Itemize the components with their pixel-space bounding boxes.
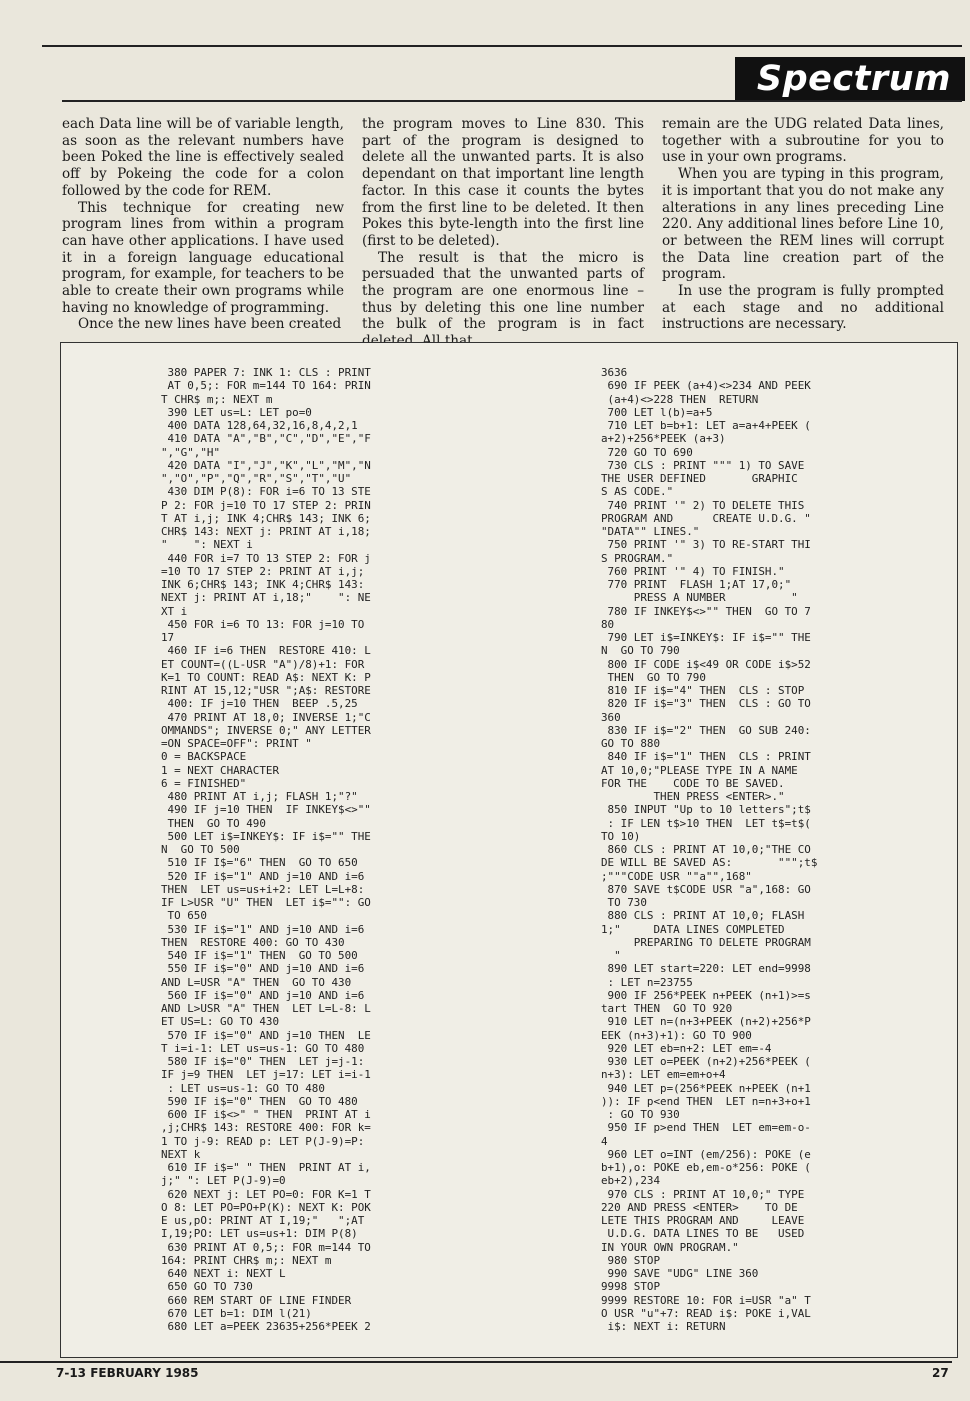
paragraph: This technique for creating new program lines from within a program can have other applications. I have used it in a foreign language educational program, for example, for teachers to be able to create their own programs while having no knowledge of programming. [62,199,344,316]
paragraph: The result is that the micro is persuaded that the unwanted parts of the program are one enormous line – thus by deleting this one line number the bulk of the program is in fact [362,249,644,333]
footer-date: 7-13 FEBRUARY 1985 [56,1366,199,1380]
paragraph: the program moves to Line 830. This part of the program is designed to delete all the unwanted parts. It is also dependant on that important line length factor. In this case it counts the bytes from the first line to be deleted. It then Pokes this byte-length into the first line (first to be deleted). [362,116,644,249]
paragraph: When you are typing in this program, it is important that you do not make any alterations in any lines preceding Line 220. Any additional lines before Line 10, or between the REM lines will corrupt the Data line creation part of the program. [662,166,944,283]
paragraph: each Data line will be of variable length, as soon as the relevant numbers have been Poked the line is effectively sealed off by Pokeing the code for a colon followed by the code for REM. [62,116,344,199]
header-rule [62,100,962,102]
article-column-1 [62,116,344,333]
footer-rule [0,1361,952,1363]
article-column-2 [362,116,644,350]
top-rule [42,45,962,47]
section-title: Spectrum [735,57,965,101]
paragraph: Once the new lines have been created [78,316,342,333]
program-listing-box [60,342,958,1358]
article-column-3 [662,116,944,333]
program-listing-left: 380 PAPER 7: INK 1: CLS : PRINT AT 0,5;: FOR m=144 TO 164: PRIN T CHR$ m;: NEXT m 390 LET us=L: LET po=0 400 DATA 128,64,32,16,8,4,2,1 410 DATA "A","B","C","D","E","F ","G","H" 420 DATA "I","J","K","L","M","N ","O","P","Q","R","S","T","U" 430 DIM P(8): FOR i=6 TO 13 STE P 2: FOR j=10 TO 17 STEP 2: PRIN T AT i,j; INK 4;CHR$ 143; INK 6; CHR$ 143: NEXT j: PRINT AT i,18; " ": NEXT i 440 FOR i=7 TO 13 STEP 2: FOR j =10 TO 17 STEP 2: PRINT AT i,j; INK 6;CHR$ 143; INK 4;CHR$ 143: NEXT j: PRINT AT i,18;" ": NE XT i 450 FOR i=6 TO 13: FOR j=10 TO 17 460 IF i=6 THEN RESTORE 410: L ET COUNT=((L-USR "A")/8)+1: FOR K=1 TO COUNT: READ A$: NEXT K: P RINT AT 15,12;"USR ";A$: RESTORE 400: IF j=10 THEN BEEP .5,25 470 PRINT AT 18,0; INVERSE 1;"C OMMANDS"; INVERSE 0;" ANY LETTER =ON SPACE=OFF": PRINT " 0 = BACKSPACE 1 = NEXT CHARACTER 6 = FINISHED" 480 PRINT AT i,j; FLASH 1;"?" 490 IF j=10 THEN IF INKEY$<>"" THEN GO TO 490 500 LET i$=INKEY$: IF i$="" THE N GO TO 500 510 IF I$="6" THEN GO TO 650 520 IF i$="1" AND j=10 AND i=6 THEN LET us=us+i+2: LET L=L+8: IF L>USR "U" THEN LET i$="": GO TO 650 530 IF i$="1" AND j=10 AND i=6 THEN RESTORE 400: GO TO 430 540 IF i$="1" THEN GO TO 500 550 IF i$="0" AND j=10 AND i=6 AND L=USR "A" THEN GO TO 430 560 IF i$="0" AND j=10 AND i=6 AND L>USR "A" THEN LET L=L-8: L ET US=L: GO TO 430 570 IF i$="0" AND j=10 THEN LE T i=i-1: LET us=us-1: GO TO 480 580 IF i$="0" THEN LET j=j-1: IF j=9 THEN LET j=17: LET i=i-1 : LET us=us-1: GO TO 480 590 IF i$="0" THEN GO TO 480 600 IF i$<>" " THEN PRINT AT i ,j;CHR$ 143: RESTORE 400: FOR k= 1 TO j-9: READ p: LET P(J-9)=P: NEXT k 610 IF i$=" " THEN PRINT AT i, j;" ": LET P(J-9)=0 620 NEXT j: LET PO=0: FOR K=1 T O 8: LET PO=PO+P(K): NEXT K: POK E us,pO: PRINT AT I,19;" ";AT I,19;PO: LET us=us+1: DIM P(8) 630 PRINT AT 0,5;: FOR m=144 TO 164: PRINT CHR$ m;: NEXT m 640 NEXT i: NEXT L 650 GO TO 730 660 REM START OF LINE FINDER 670 LET b=1: DIM l(21) 680 LET a=PEEK 23635+256*PEEK 2 [161,366,371,1333]
paragraph: remain are the UDG related Data lines, together with a subroutine for you to use in your own programs. [662,116,944,166]
page-number: 27 [932,1366,949,1380]
paragraph: In use the program is fully prompted at each stage and no additional instructions are necessary. [662,283,944,333]
program-listing-right: 3636 690 IF PEEK (a+4)<>234 AND PEEK (a+4)<>228 THEN RETURN 700 LET l(b)=a+5 710 LET b=b+1: LET a=a+4+PEEK ( a+2)+256*PEEK (a+3) 720 GO TO 690 730 CLS : PRINT """ 1) TO SAVE THE USER DEFINED GRAPHIC S AS CODE." 740 PRINT '" 2) TO DELETE THIS PROGRAM AND CREATE U.D.G. " "DATA"" LINES." 750 PRINT '" 3) TO RE-START THI S PROGRAM." 760 PRINT '" 4) TO FINISH." 770 PRINT FLASH 1;AT 17,0;" PRESS A NUMBER " 780 IF INKEY$<>"" THEN GO TO 7 80 790 LET i$=INKEY$: IF i$="" THE N GO TO 790 800 IF CODE i$<49 OR CODE i$>52 THEN GO TO 790 810 IF i$="4" THEN CLS : STOP 820 IF i$="3" THEN CLS : GO TO 360 830 IF i$="2" THEN GO SUB 240: GO TO 880 840 IF i$="1" THEN CLS : PRINT AT 10,0;"PLEASE TYPE IN A NAME FOR THE CODE TO BE SAVED. THEN PRESS <ENTER>." 850 INPUT "Up to 10 letters";t$ : IF LEN t$>10 THEN LET t$=t$( TO 10) 860 CLS : PRINT AT 10,0;"THE CO DE WILL BE SAVED AS: """;t$ ;"""CODE USR ""a"",168" 870 SAVE t$CODE USR "a",168: GO TO 730 880 CLS : PRINT AT 10,0; FLASH 1;" DATA LINES COMPLETED PREPARING TO DELETE PROGRAM " 890 LET start=220: LET end=9998 : LET n=23755 900 IF 256*PEEK n+PEEK (n+1)>=s tart THEN GO TO 920 910 LET n=(n+3+PEEK (n+2)+256*P EEK (n+3)+1): GO TO 900 920 LET eb=n+2: LET em=-4 930 LET o=PEEK (n+2)+256*PEEK ( n+3): LET em=em+o+4 940 LET p=(256*PEEK n+PEEK (n+1 )): IF p<end THEN LET n=n+3+o+1 : GO TO 930 950 IF p>end THEN LET em=em-o- 4 960 LET o=INT (em/256): POKE (e b+1),o: POKE eb,em-o*256: POKE ( eb+2),234 970 CLS : PRINT AT 10,0;" TYPE 220 AND PRESS <ENTER> TO DE LETE THIS PROGRAM AND LEAVE U.D.G. DATA LINES TO BE USED IN YOUR OWN PROGRAM." 980 STOP 990 SAVE "UDG" LINE 360 9998 STOP 9999 RESTORE 10: FOR i=USR "a" T O USR "u"+7: READ i$: POKE i,VAL i$: NEXT i: RETURN [601,366,818,1333]
